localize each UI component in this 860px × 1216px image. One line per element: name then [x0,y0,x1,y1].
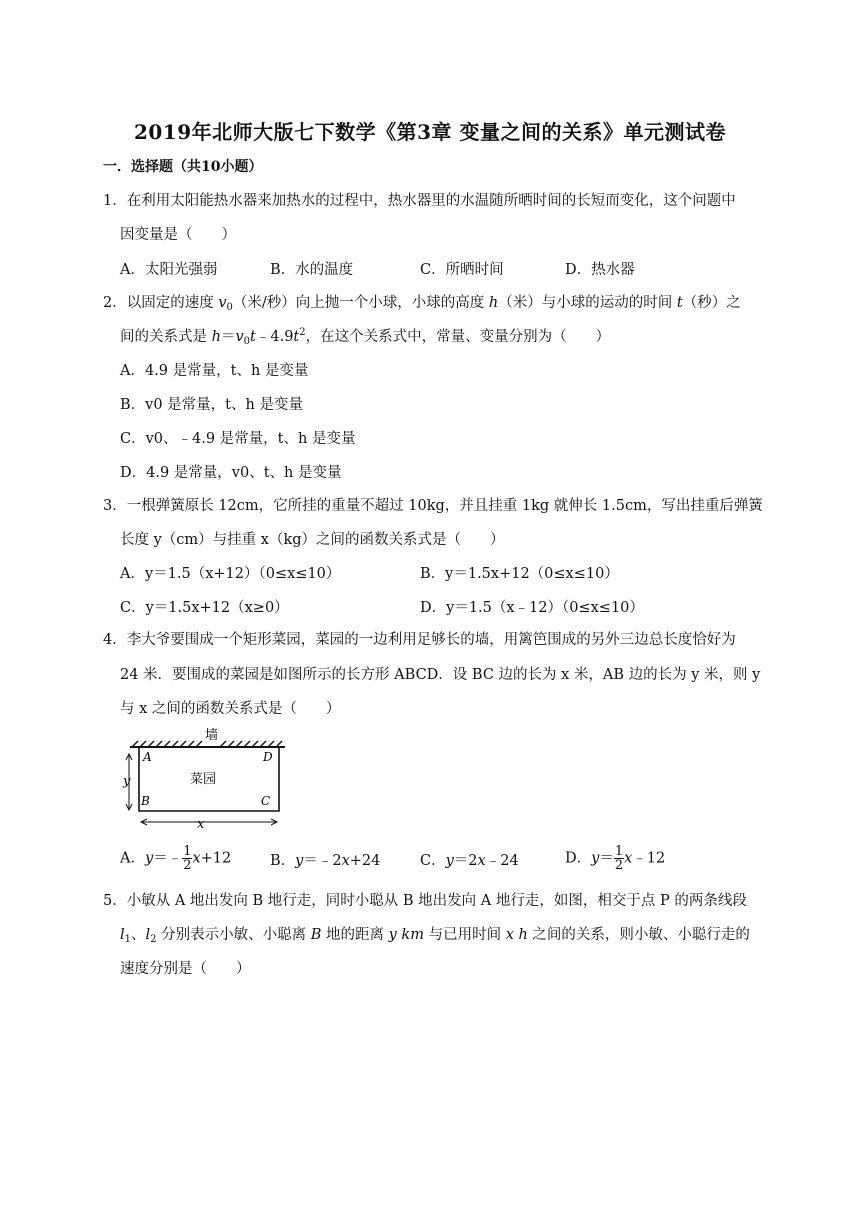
q4-line-3: 与 x 之间的函数关系式是（ ） [120,701,341,717]
vertex-c: C [261,794,271,808]
q5-line-3: 速度分别是（ ） [120,961,251,977]
q2-option-d: D．4.9 是常量，v0、t、h 是变量 [120,465,342,481]
page-title: 2019年北师大版七下数学《第3章 变量之间的关系》单元测试卷 [133,120,727,144]
vertex-d: D [263,750,273,764]
q1-line-2: 因变量是（ ） [120,227,236,243]
q2-option-b: B．v0 是常量，t、h 是变量 [120,397,303,413]
q4-line-2: 24 米．要围成的菜园是如图所示的长方形 ABCD．设 BC 边的长为 x 米，AB 边的长为 y 米，则 y [120,667,761,683]
q4-line-1: 4．李大爷要围成一个矩形菜园，菜园的一边利用足够长的墙，用篱笆围成的另外三边总长度恰好为 [103,632,736,648]
q2-option-c: C．v0、﹣4.9 是常量，t、h 是变量 [120,431,356,447]
q1-option-d: D．热水器 [565,262,635,278]
q4-option-d: D．y＝ $\frac{1}{2}$ x﹣12 [565,844,666,873]
q4-option-b: B．y＝﹣2x+24 [270,853,381,869]
q2-line-1: 2．以固定的速度 $v_0$（米/秒）向上抛一个小球，小球的高度 h（米）与小球的运动的时间 t（秒）之 [103,295,741,313]
vertex-a: A [143,750,152,764]
q5-line-1: 5．小敏从 A 地出发向 B 地行走，同时小聪从 B 地出发向 A 地行走，如图，相交于点 P 的两条线段 [103,893,747,909]
q4-option-a: A．y＝﹣ $\frac{1}{2}$ x+12 [120,844,232,873]
q2-line-2: 间的关系式是 $h=v_0t﹣4.9t^2$，在这个关系式中，常量、变量分别为（ ） [120,327,611,347]
q1-option-a: A．太阳光强弱 [120,262,218,278]
q1-option-c: C．所晒时间 [420,262,504,278]
q2-option-a: A．4.9 是常量，t、h 是变量 [120,363,309,379]
q1-line-1: 1．在利用太阳能热水器来加热水的过程中，热水器里的水温随所晒时间的长短而变化，这个问题中 [103,193,736,209]
section-heading: 一．选择题（共10小题） [103,159,263,175]
q3-option-a: A．y＝1.5（x+12）（0≤x≤10） [120,566,341,582]
q3-option-b: B．y＝1.5x+12（0≤x≤10） [420,566,619,582]
x-label: x [197,817,205,832]
y-label: y [123,774,131,789]
garden-diagram [125,725,295,830]
wall-label: 墙 [205,728,219,743]
q5-line-2: $l_1$、$l_2$ 分别表示小敏、小聪离 B 地的距离 y km 与已用时间 x h 之间的关系，则小敏、小聪行走的 [120,927,750,945]
q4-option-c: C．y＝2x﹣24 [420,853,519,869]
garden-label: 菜园 [190,772,217,787]
q1-option-b: B．水的温度 [270,262,354,278]
q3-option-c: C．y＝1.5x+12（x≥0） [120,600,289,616]
vertex-b: B [141,794,150,808]
q3-line-2: 长度 y（cm）与挂重 x（kg）之间的函数关系式是（ ） [120,532,505,548]
q3-option-d: D．y＝1.5（x﹣12）（0≤x≤10） [420,600,644,616]
x-dimension-arrow [141,819,277,825]
q3-line-1: 3．一根弹簧原长 12cm，它所挂的重量不超过 10kg，并且挂重 1kg 就伸长 1.5cm，写出挂重后弹簧 [103,498,763,514]
